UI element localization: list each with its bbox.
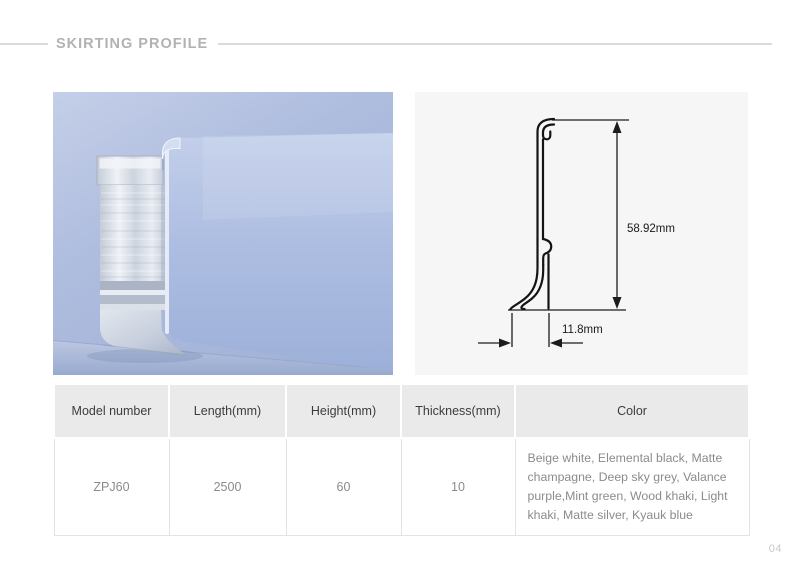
- cell-color: Beige white, Elemental black, Matte champagne, Deep sky grey, Valance purple,Mint green, Wood khaki, Light khaki, Matte silver, Kyauk blue: [515, 438, 749, 536]
- spec-table-header-row: [54, 384, 749, 438]
- title-rule-left: [0, 43, 48, 45]
- spec-table-row: [54, 438, 749, 536]
- photo-cover-panel: [163, 133, 394, 371]
- section-header: [0, 35, 772, 53]
- spec-table: [53, 383, 750, 536]
- height-dimension-label: 58.92mm: [627, 223, 675, 235]
- col-header-height: Height(mm): [286, 384, 401, 438]
- title-rule-right: [218, 43, 772, 45]
- dimension-diagram-graphic: [415, 92, 748, 375]
- width-dimension-label: 11.8mm: [562, 324, 603, 336]
- product-photo-graphic: [53, 92, 393, 375]
- dimension-diagram: [415, 92, 748, 375]
- cell-model-number: ZPJ60: [54, 438, 169, 536]
- product-photo: [53, 92, 393, 375]
- cell-thickness: 10: [401, 438, 515, 536]
- col-header-length: Length(mm): [169, 384, 286, 438]
- page-title: SKIRTING PROFILE: [56, 36, 209, 52]
- cell-length: 2500: [169, 438, 286, 536]
- cell-height: 60: [286, 438, 401, 536]
- col-header-model-number: Model number: [54, 384, 169, 438]
- col-header-thickness: Thickness(mm): [401, 384, 515, 438]
- col-header-color: Color: [515, 384, 749, 438]
- page-number: 04: [768, 543, 782, 555]
